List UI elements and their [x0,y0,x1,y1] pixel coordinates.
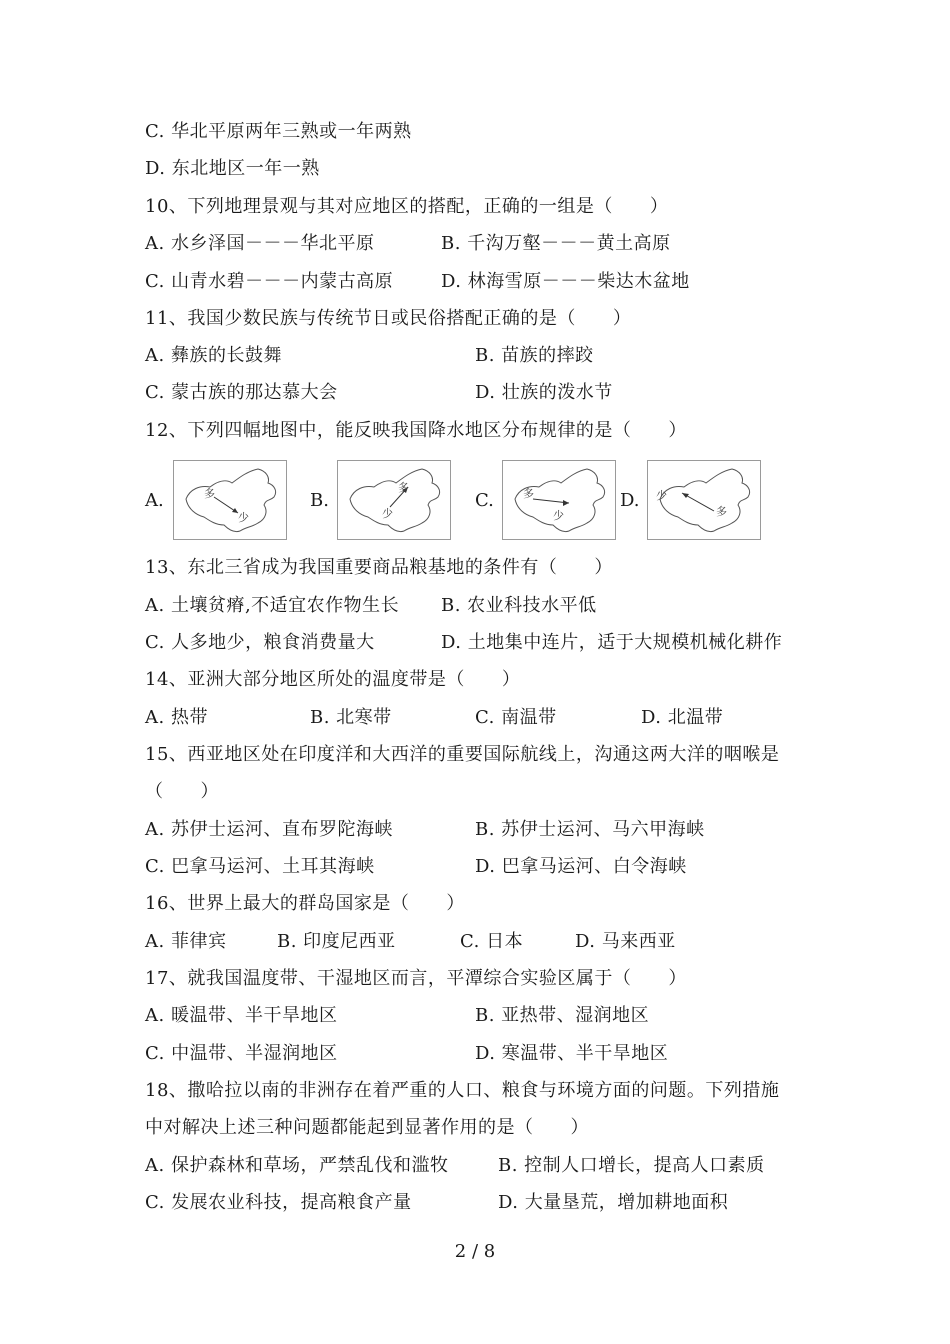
q16-option-a: A. 菲律宾 [145,931,227,952]
china-map-b-image [338,461,450,539]
q12-option-b-label: B. [310,490,329,511]
q9-option-c: C. 华北平原两年三熟或一年两熟 [145,121,412,142]
q17-option-a: A. 暖温带、半干旱地区 [145,1005,338,1026]
q17-stem: 17、就我国温度带、干湿地区而言，平潭综合实验区属于（ ） [145,968,687,989]
q15-option-a: A. 苏伊士运河、直布罗陀海峡 [145,819,393,840]
q18-option-c: C. 发展农业科技，提高粮食产量 [145,1192,412,1213]
q9-option-d: D. 东北地区一年一熟 [145,158,320,179]
q10-option-d: D. 林海雪原－－－柴达木盆地 [441,271,690,292]
q14-option-d: D. 北温带 [641,707,724,728]
q16-option-d: D. 马来西亚 [575,931,676,952]
q13-option-d: D. 土地集中连片，适于大规模机械化耕作 [441,632,783,653]
q11-option-a: A. 彝族的长鼓舞 [145,345,282,366]
q18-option-d: D. 大量垦荒，增加耕地面积 [498,1192,729,1213]
q12-map-c [502,460,616,540]
q12-stem: 12、下列四幅地图中，能反映我国降水地区分布规律的是（ ） [145,420,687,441]
q16-stem: 16、世界上最大的群岛国家是（ ） [145,893,465,914]
q12-option-a-label: A. [145,490,164,511]
q18-stem-continued: 中对解决上述三种问题都能起到显著作用的是（ ） [145,1117,589,1138]
q18-stem: 18、撒哈拉以南的非洲存在着严重的人口、粮食与环境方面的问题。下列措施 [145,1080,780,1101]
q13-option-c: C. 人多地少，粮食消费量大 [145,632,375,653]
q10-option-a: A. 水乡泽国－－－华北平原 [145,233,375,254]
q11-option-c: C. 蒙古族的那达慕大会 [145,382,338,403]
q10-option-c: C. 山青水碧－－－内蒙古高原 [145,271,394,292]
q18-option-a: A. 保护森林和草场，严禁乱伐和滥牧 [145,1155,449,1176]
q14-option-c: C. 南温带 [475,707,557,728]
china-map-c-image [503,461,615,539]
q16-option-c: C. 日本 [460,931,524,952]
q15-stem-continued: （ ） [145,781,219,802]
q17-option-b: B. 亚热带、湿润地区 [475,1005,650,1026]
q13-stem: 13、东北三省成为我国重要商品粮基地的条件有（ ） [145,557,613,578]
q12-option-c-label: C. [475,490,494,511]
q16-option-b: B. 印度尼西亚 [277,931,396,952]
map-b-few: 少 [382,507,393,520]
map-d-many: 多 [716,505,727,518]
q12-map-options [145,460,805,542]
q17-option-c: C. 中温带、半湿润地区 [145,1043,338,1064]
q14-stem: 14、亚洲大部分地区所处的温度带是（ ） [145,669,521,690]
page-number: 2 / 8 [454,1241,496,1262]
q17-option-d: D. 寒温带、半干旱地区 [475,1043,669,1064]
q12-map-d [647,460,761,540]
china-map-a-image [174,461,286,539]
q15-option-b: B. 苏伊士运河、马六甲海峡 [475,819,705,840]
q14-option-a: A. 热带 [145,707,208,728]
q15-stem: 15、西亚地区处在印度洋和大西洋的重要国际航线上，沟通这两大洋的咽喉是 [145,744,780,765]
q11-stem: 11、我国少数民族与传统节日或民俗搭配正确的是（ ） [145,308,632,329]
map-a-many: 多 [204,487,215,500]
q11-option-d: D. 壮族的泼水节 [475,382,613,403]
q18-option-b: B. 控制人口增长，提高人口素质 [498,1155,765,1176]
china-map-d-image [648,461,760,539]
map-a-few: 少 [238,511,249,524]
q10-stem: 10、下列地理景观与其对应地区的搭配，正确的一组是（ ） [145,196,669,217]
map-d-few: 少 [656,489,667,502]
q15-option-d: D. 巴拿马运河、白令海峡 [475,856,687,877]
map-c-few: 少 [553,509,564,522]
q11-option-b: B. 苗族的摔跤 [475,345,594,366]
q12-option-d-label: D. [620,490,640,511]
q14-option-b: B. 北寒带 [310,707,392,728]
q13-option-b: B. 农业科技水平低 [441,595,597,616]
q12-map-b [337,460,451,540]
map-b-many: 多 [398,481,409,494]
map-c-many: 多 [523,487,534,500]
q13-option-a: A. 土壤贫瘠,不适宜农作物生长 [145,595,400,616]
q15-option-c: C. 巴拿马运河、土耳其海峡 [145,856,375,877]
q12-map-a [173,460,287,540]
q10-option-b: B. 千沟万壑－－－黄土高原 [441,233,671,254]
